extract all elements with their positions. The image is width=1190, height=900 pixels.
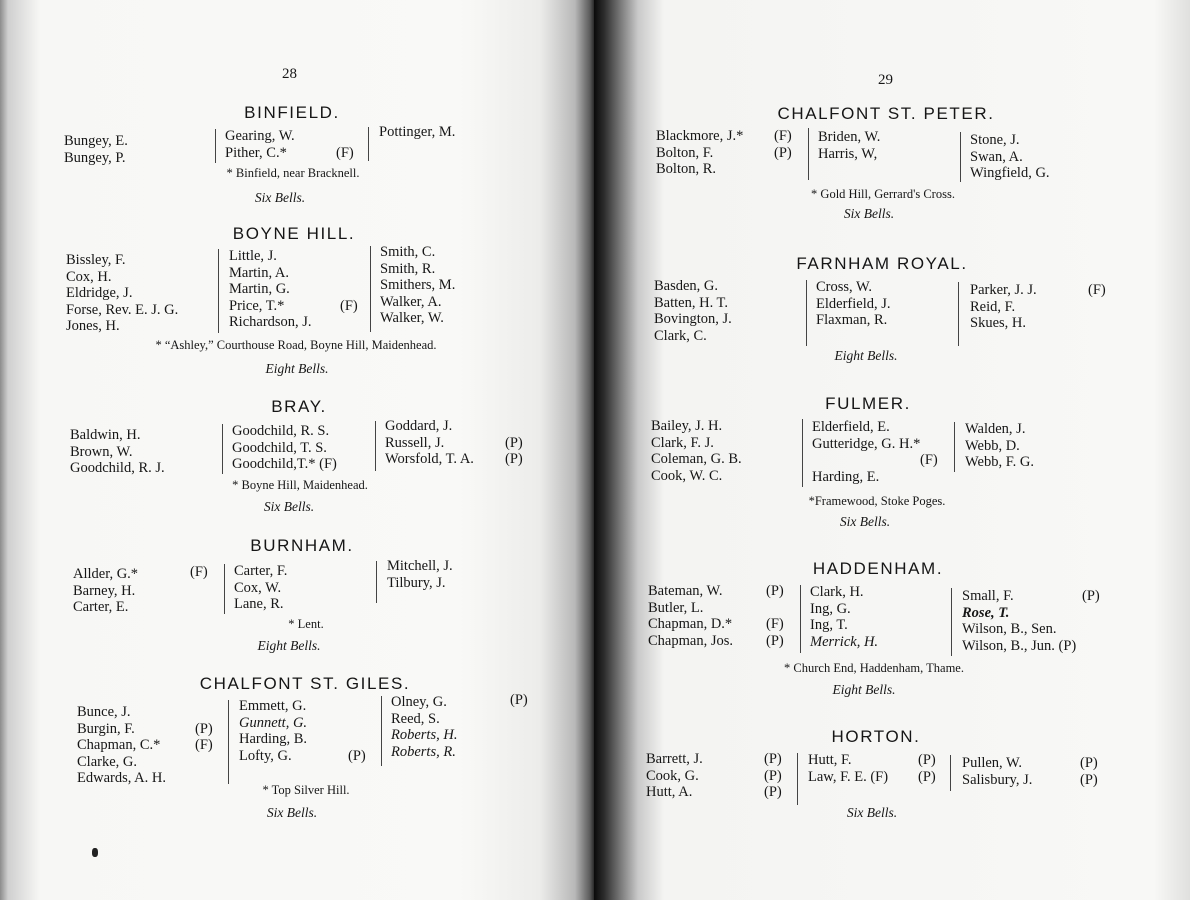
ringer-name: Goodchild, T. S. [232, 439, 327, 456]
section-title: FARNHAM ROYAL. [796, 254, 968, 273]
ringer-marks [774, 128, 792, 178]
ringer-name: Parker, J. J. [970, 282, 1037, 298]
footnote: * Lent. [288, 617, 324, 631]
ringer-name: Smith, C. [380, 244, 436, 260]
ringer-mark: (P) [195, 720, 213, 737]
ringer-mark: (P) [766, 632, 784, 649]
bells-count: Six Bells. [254, 190, 306, 205]
ringer-name: Cox, W. [234, 579, 282, 596]
ringer-mark [340, 248, 358, 265]
ringer-marks [195, 704, 213, 787]
section-title: HADDENHAM. [812, 559, 944, 578]
ringer-mark [1088, 315, 1106, 332]
ringer-name: Chapman, D.* [648, 616, 733, 632]
ringer-column-2 [232, 423, 337, 473]
ringer-mark: (P) [510, 692, 528, 708]
ringer-name: Lofty, G. [239, 747, 292, 764]
ringer-name: Law, F. E. (F) [808, 768, 889, 785]
ringer-name: Bungey, P. [64, 149, 126, 166]
left-page [0, 0, 594, 900]
section-title: FULMER. [825, 394, 911, 413]
ringer-name: Pullen, W. [962, 755, 1023, 771]
ringer-name: Clark, H. [810, 584, 864, 600]
ringer-name: Walker, A. [380, 293, 442, 310]
ringer-name: Coleman, G. B. [651, 451, 742, 467]
ringer-name: Blackmore, J.* [656, 128, 744, 144]
column-divider [797, 753, 798, 805]
ringer-name: Russell, J. [385, 434, 445, 451]
ringer-name: Bolton, F. [656, 144, 714, 161]
page-number: 28 [282, 66, 297, 82]
ringer-name: Harris, W, [818, 145, 878, 162]
ringer-mark [774, 161, 792, 178]
footnote: * Boyne Hill, Maidenhead. [232, 478, 368, 492]
ringer-name: Pither, C.* [225, 144, 287, 161]
ringer-name: Cox, H. [66, 268, 112, 285]
ringer-name: Swan, A. [970, 148, 1023, 165]
ringer-name: Goodchild,T.* (F) [232, 456, 337, 472]
ringer-name: Bissley, F. [66, 252, 126, 268]
ringer-mark [510, 709, 528, 726]
column-divider [954, 422, 955, 472]
ringer-name: Martin, A. [229, 264, 290, 281]
ringer-mark [348, 698, 366, 715]
ringer-mark: (P) [774, 144, 792, 161]
ringer-column-1 [651, 418, 742, 484]
ringer-name: Roberts, R. [391, 743, 456, 760]
ringer-name: Walker, W. [380, 310, 444, 326]
column-divider [215, 129, 216, 163]
ringer-name: Harding, E. [812, 468, 880, 485]
ringer-column-1 [648, 583, 733, 649]
ringer-mark: (P) [1082, 588, 1100, 604]
ringer-column-2 [239, 698, 307, 764]
section-title: BURNHAM. [250, 536, 354, 555]
section-title: BOYNE HILL. [232, 224, 356, 243]
ringer-mark [348, 715, 366, 732]
footnote: *Framewood, Stoke Poges. [808, 494, 946, 508]
ringer-name: Tilbury, J. [387, 574, 446, 591]
ringer-name: Price, T.* [229, 297, 285, 314]
column-divider [222, 424, 223, 474]
ringer-mark [190, 597, 208, 614]
bells-count: Six Bells. [839, 514, 891, 529]
ringer-name: Wilson, B., Sen. [962, 621, 1057, 637]
ringer-mark [195, 770, 213, 787]
ringer-name: Martin, G. [229, 281, 290, 297]
ringer-name: Briden, W. [818, 129, 881, 145]
ringer-marks [764, 751, 782, 801]
ringer-mark: (P) [348, 747, 366, 764]
ringer-mark: (F) [774, 128, 792, 144]
column-divider [218, 249, 219, 333]
ringer-mark [1082, 621, 1100, 638]
ringer-name: Walden, J. [965, 421, 1026, 437]
ringer-name: Eldridge, J. [66, 285, 133, 301]
ringer-marks [766, 583, 784, 649]
column-divider [368, 127, 369, 161]
ringer-column-3 [380, 244, 455, 327]
ringer-name: Baldwin, H. [70, 427, 141, 443]
ringer-name: Jones, H. [66, 318, 120, 334]
section-title: BINFIELD. [244, 103, 340, 122]
bells-count: Eight Bells. [265, 361, 329, 376]
ringer-column-2 [812, 419, 938, 485]
ringer-name: Burgin, F. [77, 720, 135, 737]
ringer-mark: (P) [1080, 771, 1098, 788]
ringer-name: Basden, G. [654, 278, 719, 294]
ringer-name: Bateman, W. [648, 583, 723, 599]
ringer-marks [918, 752, 936, 785]
ringer-mark [340, 314, 358, 331]
ringer-name: Small, F. [962, 588, 1014, 604]
ringer-name: Bolton, R. [656, 161, 717, 177]
ringer-name: Little, J. [229, 248, 277, 264]
column-divider [960, 132, 961, 182]
ringer-name: Stone, J. [970, 132, 1020, 148]
ringer-column-2 [234, 563, 287, 613]
ringer-name: Cross, W. [816, 279, 873, 295]
ringer-name: Flaxman, R. [816, 312, 888, 328]
column-divider [381, 696, 382, 766]
ringer-name: Reed, S. [391, 710, 440, 727]
ringer-name: Cook, W. C. [651, 467, 723, 484]
ringer-column-3 [385, 418, 474, 468]
ringer-mark [510, 742, 528, 759]
ringer-name: Roberts, H. [391, 727, 458, 743]
ringer-name: Bailey, J. H. [651, 418, 723, 434]
ringer-column-3 [965, 421, 1034, 471]
ringer-marks [340, 248, 358, 331]
ringer-name: Rose, T. [962, 604, 1010, 621]
ringer-name: Bungey, E. [64, 133, 128, 149]
ringer-name: Pottinger, M. [379, 124, 456, 140]
ringer-mark: (P) [505, 451, 523, 467]
ringer-name: Edwards, A. H. [77, 770, 167, 786]
section-title: CHALFONT ST. PETER. [777, 104, 995, 123]
ringer-mark [190, 581, 208, 598]
ringer-marks [190, 564, 208, 614]
ringer-mark: (P) [764, 784, 782, 800]
ringer-mark [1082, 605, 1100, 622]
ringer-column-2 [225, 128, 295, 161]
bells-count: Six Bells. [846, 805, 898, 820]
ringer-mark [195, 754, 213, 771]
ringer-mark: (P) [764, 767, 782, 784]
ringer-name: Ing, T. [810, 617, 848, 633]
ringer-marks [348, 698, 366, 764]
bells-count: Six Bells. [843, 206, 895, 221]
ringer-mark: (F) [340, 297, 358, 314]
ringer-column-1 [646, 751, 703, 801]
ringer-mark: (F) [920, 452, 938, 468]
footnote: * “Ashley,” Courthouse Road, Boyne Hill, Maidenhead. [155, 338, 437, 352]
ringer-column-1 [73, 566, 138, 616]
ringer-name: Harding, B. [239, 731, 308, 747]
ringer-name: Lane, R. [234, 596, 284, 612]
ringer-mark: (P) [766, 583, 784, 599]
ringer-name: Clarke, G. [77, 753, 137, 770]
ringer-name: Smithers, M. [380, 277, 456, 293]
ringer-name: Clark, F. J. [651, 434, 714, 451]
ringer-mark: (F) [195, 737, 213, 753]
ringer-name: Goddard, J. [385, 418, 453, 434]
ringer-mark [340, 281, 358, 298]
ringer-name: Clark, C. [654, 327, 707, 344]
ringer-name: Carter, E. [73, 599, 129, 615]
ringer-name: Gunnett, G. [239, 714, 308, 731]
ringer-name: Chapman, C.* [77, 737, 161, 753]
ringer-mark: (F) [336, 144, 354, 161]
ringer-mark: (P) [918, 752, 936, 768]
ringer-name: Butler, L. [648, 599, 704, 616]
ringer-column-1 [654, 278, 732, 344]
ringer-column-3 [962, 755, 1032, 788]
ringer-marks [1080, 755, 1098, 788]
ringer-name: Skues, H. [970, 315, 1026, 331]
ringer-name: Carter, F. [234, 563, 288, 579]
ringer-mark [766, 600, 784, 617]
ringer-name: Cook, G. [646, 767, 699, 784]
ringer-name: Bunce, J. [77, 704, 131, 720]
ringer-column-1 [70, 427, 165, 477]
ringer-mark [195, 704, 213, 721]
ringer-marks [1082, 588, 1100, 654]
ringer-marks [1088, 282, 1106, 332]
ringer-name: Elderfield, J. [816, 295, 891, 312]
bells-count: Eight Bells. [257, 638, 321, 653]
ringer-name: Mitchell, J. [387, 558, 453, 574]
footnote: * Church End, Haddenham, Thame. [784, 661, 964, 675]
ringer-name: Brown, W. [70, 443, 133, 460]
ringer-column-3 [391, 694, 457, 760]
column-divider [370, 246, 371, 332]
ringer-column-2 [229, 248, 312, 331]
column-divider [808, 128, 809, 180]
column-divider [802, 419, 803, 487]
column-divider [806, 280, 807, 346]
ringer-mark [336, 128, 354, 145]
ringer-column-3 [970, 132, 1050, 182]
ringer-name: Gearing, W. [225, 128, 295, 144]
ringer-mark [505, 418, 523, 435]
ringer-name: Webb, F. G. [965, 454, 1034, 470]
ringer-name: Ing, G. [810, 600, 851, 617]
column-divider [951, 588, 952, 656]
column-divider [224, 564, 225, 614]
ringer-column-2 [808, 752, 888, 785]
column-divider [950, 755, 951, 791]
bells-count: Eight Bells. [834, 348, 898, 363]
ringer-column-2 [810, 584, 878, 650]
footnote: * Gold Hill, Gerrard's Cross. [811, 187, 955, 201]
ringer-name: Richardson, J. [229, 314, 312, 330]
ringer-name: Wingfield, G. [970, 165, 1050, 181]
ringer-name: Batten, H. T. [654, 294, 728, 311]
ringer-column-1 [656, 128, 743, 178]
ringer-name: Elderfield, E. [812, 419, 890, 435]
ringer-mark: (P) [1080, 755, 1098, 771]
ringer-name: Allder, G.* [73, 566, 139, 582]
bells-count: Eight Bells. [832, 682, 896, 697]
ringer-mark: (P) [764, 751, 782, 767]
ringer-column-2 [816, 279, 891, 329]
ringer-mark: (P) [505, 434, 523, 451]
ringer-name: Olney, G. [391, 694, 447, 710]
section-title: CHALFONT ST. GILES. [199, 674, 411, 693]
ringer-column-1 [66, 252, 178, 335]
ringer-mark [510, 725, 528, 742]
ringer-name: Salisbury, J. [962, 771, 1033, 788]
section-title: BRAY. [271, 397, 327, 416]
ringer-name: Hutt, A. [646, 784, 693, 800]
ringer-marks [505, 418, 523, 468]
ringer-column-1 [77, 704, 166, 787]
column-divider [958, 282, 959, 346]
footnote: * Top Silver Hill. [262, 783, 350, 797]
ringer-mark: (F) [190, 564, 208, 580]
ringer-column-3 [970, 282, 1037, 332]
ringer-mark [1082, 638, 1100, 655]
column-divider [228, 700, 229, 784]
ringer-name: Bovington, J. [654, 311, 732, 327]
ringer-mark: (F) [766, 616, 784, 632]
ringer-name: Webb, D. [965, 437, 1020, 454]
bells-count: Six Bells. [263, 499, 315, 514]
ringer-name: Smith, R. [380, 260, 436, 277]
ringer-name: Wilson, B., Jun. (P) [962, 637, 1077, 654]
ringer-mark [340, 265, 358, 282]
ringer-column-1 [64, 133, 128, 166]
column-divider [375, 421, 376, 471]
ringer-mark [348, 731, 366, 748]
ringer-name: Gutteridge, G. H.* [812, 435, 921, 452]
ringer-name: Barney, H. [73, 582, 136, 599]
ringer-column-3 [387, 558, 453, 591]
ringer-marks [336, 128, 354, 161]
ringer-mark: (P) [918, 768, 936, 785]
ringer-name: Goodchild, R. J. [70, 460, 165, 476]
column-divider [376, 561, 377, 603]
ringer-name: Barrett, J. [646, 751, 703, 767]
ringer-name: Emmett, G. [239, 698, 307, 714]
ink-blot [92, 848, 98, 857]
ringer-name: Worsfold, T. A. [385, 451, 474, 467]
column-divider [800, 585, 801, 653]
footnote: * Binfield, near Bracknell. [226, 166, 360, 180]
ringer-name: Goodchild, R. S. [232, 423, 330, 439]
ringer-mark: (F) [1088, 282, 1106, 298]
bells-count: Six Bells. [266, 805, 318, 820]
section-title: HORTON. [831, 727, 921, 746]
ringer-column-3 [962, 588, 1076, 654]
ringer-name: Merrick, H. [810, 633, 879, 650]
ringer-name: Reid, F. [970, 298, 1016, 315]
right-page [594, 0, 1190, 900]
ringer-name: Forse, Rev. E. J. G. [66, 301, 179, 318]
ringer-mark [1088, 299, 1106, 316]
page-number: 29 [878, 72, 893, 88]
ringer-name: Chapman, Jos. [648, 632, 733, 649]
ringer-marks [510, 692, 528, 758]
ringer-name: Hutt, F. [808, 752, 852, 768]
ringer-column-2 [818, 129, 880, 162]
ringer-column-3 [379, 124, 455, 141]
